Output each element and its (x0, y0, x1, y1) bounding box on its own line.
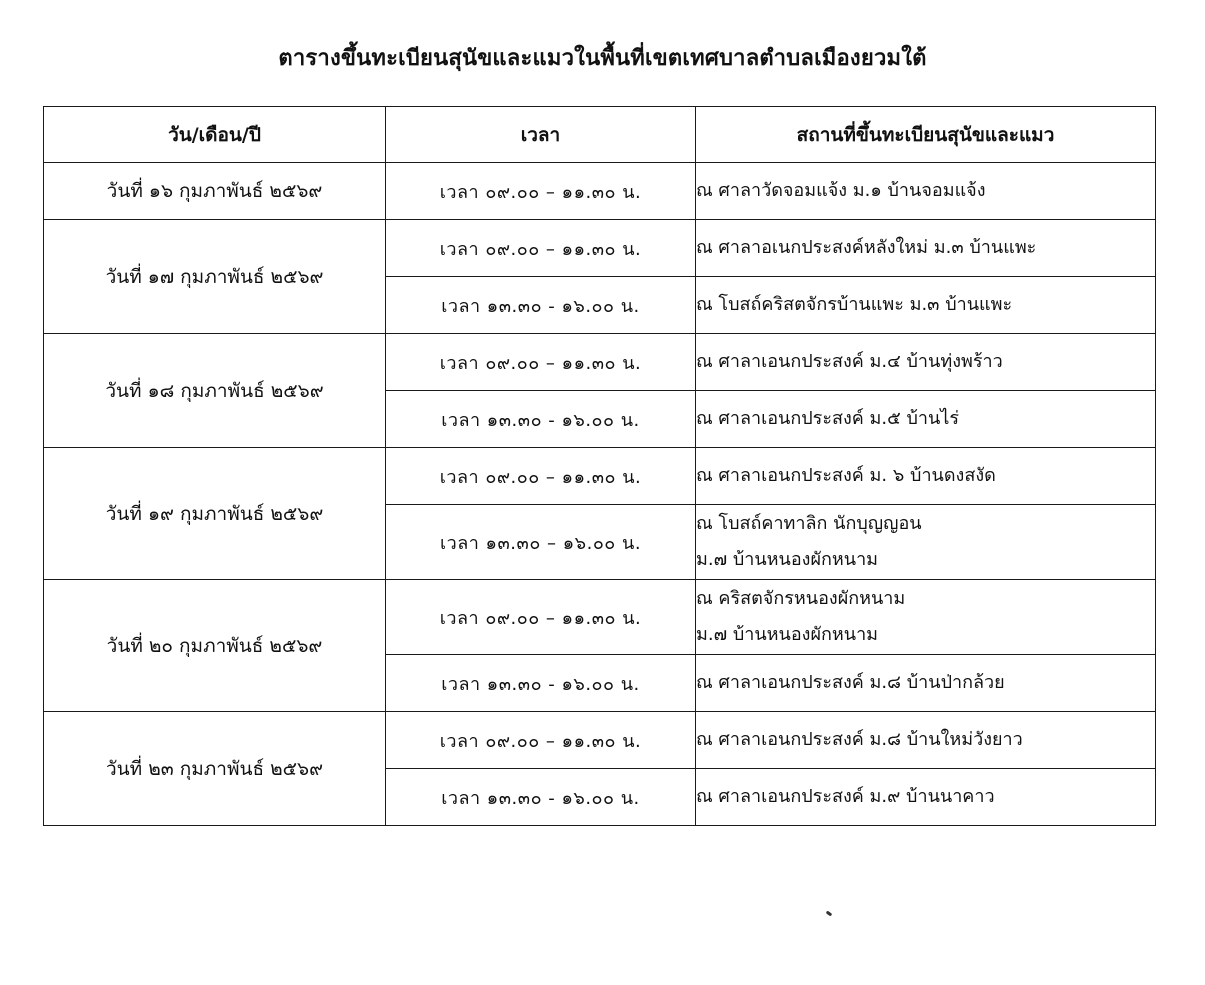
place-line: ณ โบสถ์คาทาลิก นักบุญญอน (696, 513, 922, 534)
date-cell: วันที่ ๑๙ กุมภาพันธ์ ๒๕๖๙ (44, 448, 386, 580)
header-row (44, 107, 1156, 163)
scan-mark (826, 911, 833, 917)
place-line: ณ ศาลาเอนกประสงค์ ม.๙ บ้านนาคาว (696, 786, 995, 807)
time-cell: เวลา ๐๙.๐๐ – ๑๑.๓๐ น. (386, 448, 696, 505)
place-cell (696, 391, 1156, 448)
time-cell: เวลา ๐๙.๐๐ – ๑๑.๓๐ น. (386, 220, 696, 277)
time-cell: เวลา ๑๓.๓๐ - ๑๖.๐๐ น. (386, 655, 696, 712)
header-place: สถานที่ขึ้นทะเบียนสุนัขและแมว (696, 107, 1156, 163)
table-row (44, 334, 1156, 391)
time-cell: เวลา ๐๙.๐๐ – ๑๑.๓๐ น. (386, 163, 696, 220)
table-row (44, 448, 1156, 505)
table-row (44, 220, 1156, 277)
place-line: ณ คริสตจักรหนองผักหนาม (696, 588, 906, 609)
time-cell: เวลา ๑๓.๓๐ – ๑๖.๐๐ น. (386, 505, 696, 580)
time-cell: เวลา ๐๙.๐๐ – ๑๑.๓๐ น. (386, 334, 696, 391)
place-line: ณ ศาลาอเนกประสงค์หลังใหม่ ม.๓ บ้านแพะ (696, 237, 1037, 258)
date-cell: วันที่ ๑๖ กุมภาพันธ์ ๒๕๖๙ (44, 163, 386, 220)
time-cell: เวลา ๑๓.๓๐ - ๑๖.๐๐ น. (386, 277, 696, 334)
place-cell (696, 163, 1156, 220)
table-row (44, 712, 1156, 769)
place-line: ณ ศาลาเอนกประสงค์ ม.๕ บ้านไร่ (696, 408, 960, 429)
time-cell: เวลา ๐๙.๐๐ – ๑๑.๓๐ น. (386, 712, 696, 769)
time-cell: เวลา ๐๙.๐๐ – ๑๑.๓๐ น. (386, 580, 696, 655)
header-time: เวลา (386, 107, 696, 163)
date-cell: วันที่ ๒๐ กุมภาพันธ์ ๒๕๖๙ (44, 580, 386, 712)
date-cell: วันที่ ๑๘ กุมภาพันธ์ ๒๕๖๙ (44, 334, 386, 448)
place-line: ม.๗ บ้านหนองผักหนาม (696, 624, 879, 645)
place-line: ณ ศาลาเอนกประสงค์ ม.๔ บ้านทุ่งพร้าว (696, 351, 1003, 372)
place-cell (696, 505, 1156, 580)
page-title: ตารางขึ้นทะเบียนสุนัขและแมวในพื้นที่เขตเทศบาลตำบลเมืองยวมใต้ (278, 46, 927, 71)
place-line: ณ ศาลาวัดจอมแจ้ง ม.๑ บ้านจอมแจ้ง (696, 180, 986, 201)
place-line: ณ ศาลาเอนกประสงค์ ม. ๖ บ้านดงสงัด (696, 465, 996, 486)
table-row (44, 580, 1156, 655)
place-cell (696, 655, 1156, 712)
date-cell: วันที่ ๒๓ กุมภาพันธ์ ๒๕๖๙ (44, 712, 386, 826)
time-cell: เวลา ๑๓.๓๐ - ๑๖.๐๐ น. (386, 769, 696, 826)
place-line: ณ โบสถ์คริสตจักรบ้านแพะ ม.๓ บ้านแพะ (696, 294, 1013, 315)
place-line: ณ ศาลาเอนกประสงค์ ม.๘ บ้านใหม่วังยาว (696, 729, 1023, 750)
table-row (44, 163, 1156, 220)
time-cell: เวลา ๑๓.๓๐ - ๑๖.๐๐ น. (386, 391, 696, 448)
place-cell (696, 580, 1156, 655)
place-cell (696, 769, 1156, 826)
place-cell (696, 712, 1156, 769)
place-cell (696, 334, 1156, 391)
place-line: ณ ศาลาเอนกประสงค์ ม.๘ บ้านป่ากล้วย (696, 672, 1005, 693)
place-cell (696, 220, 1156, 277)
place-line: ม.๗ บ้านหนองผักหนาม (696, 549, 879, 570)
schedule-table (43, 106, 1156, 826)
date-cell: วันที่ ๑๗ กุมภาพันธ์ ๒๕๖๙ (44, 220, 386, 334)
header-date: วัน/เดือน/ปี (44, 107, 386, 163)
place-cell (696, 277, 1156, 334)
place-cell (696, 448, 1156, 505)
